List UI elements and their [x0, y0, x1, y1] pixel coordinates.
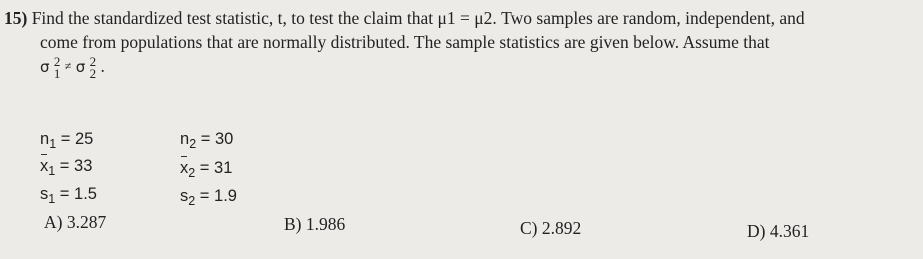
stat-subscript: 1	[48, 164, 56, 178]
stat-subscript: 2	[188, 194, 196, 208]
question-number: 15)	[4, 8, 28, 28]
option-a[interactable]: A) 3.287	[44, 212, 107, 232]
stat-x2	[180, 159, 232, 180]
stat-label: x	[180, 159, 189, 177]
stat-x1	[40, 157, 92, 178]
variance-subscript-2: 2	[89, 66, 97, 81]
variance-exponent-1: 2	[53, 54, 61, 69]
stat-subscript: 2	[189, 137, 197, 151]
stat-subscript: 1	[48, 192, 56, 206]
variance-assumption	[40, 56, 105, 80]
question-line-1	[4, 8, 805, 29]
stat-value: = 25	[60, 130, 94, 148]
stat-value: = 1.9	[199, 187, 237, 205]
sigma-symbol: σ	[75, 58, 86, 77]
sigma-symbol: σ	[40, 58, 50, 77]
assumption-period: .	[100, 56, 105, 77]
stat-label: s	[180, 187, 189, 205]
option-b[interactable]: B) 1.986	[284, 214, 346, 234]
option-d[interactable]: D) 4.361	[747, 221, 810, 241]
stat-subscript: 2	[188, 166, 196, 180]
stat-s1	[40, 185, 97, 206]
variance-subscript-1: 1	[53, 66, 61, 81]
stat-value: = 31	[199, 159, 233, 177]
stat-label: s	[40, 185, 49, 203]
question-line-2: come from populations that are normally distributed. The sample statistics are given below. Assume that	[40, 32, 770, 52]
stat-label: n	[40, 130, 50, 148]
stat-value: = 1.5	[59, 185, 97, 203]
not-equal-symbol: ≠	[64, 59, 72, 74]
stat-value: = 30	[200, 130, 234, 148]
stat-subscript: 1	[49, 137, 57, 151]
stat-s2	[180, 187, 237, 208]
stat-label: n	[180, 130, 190, 148]
stat-value: = 33	[59, 157, 93, 175]
option-c[interactable]: C) 2.892	[520, 218, 582, 238]
variance-exponent-2: 2	[89, 54, 97, 69]
question-prompt-line-1: Find the standardized test statistic, t, to test the claim that μ1 = μ2. Two samples are random, independent, and	[31, 8, 805, 28]
stat-n2	[180, 130, 233, 151]
stat-label: x	[40, 157, 49, 175]
stat-n1	[40, 130, 93, 151]
